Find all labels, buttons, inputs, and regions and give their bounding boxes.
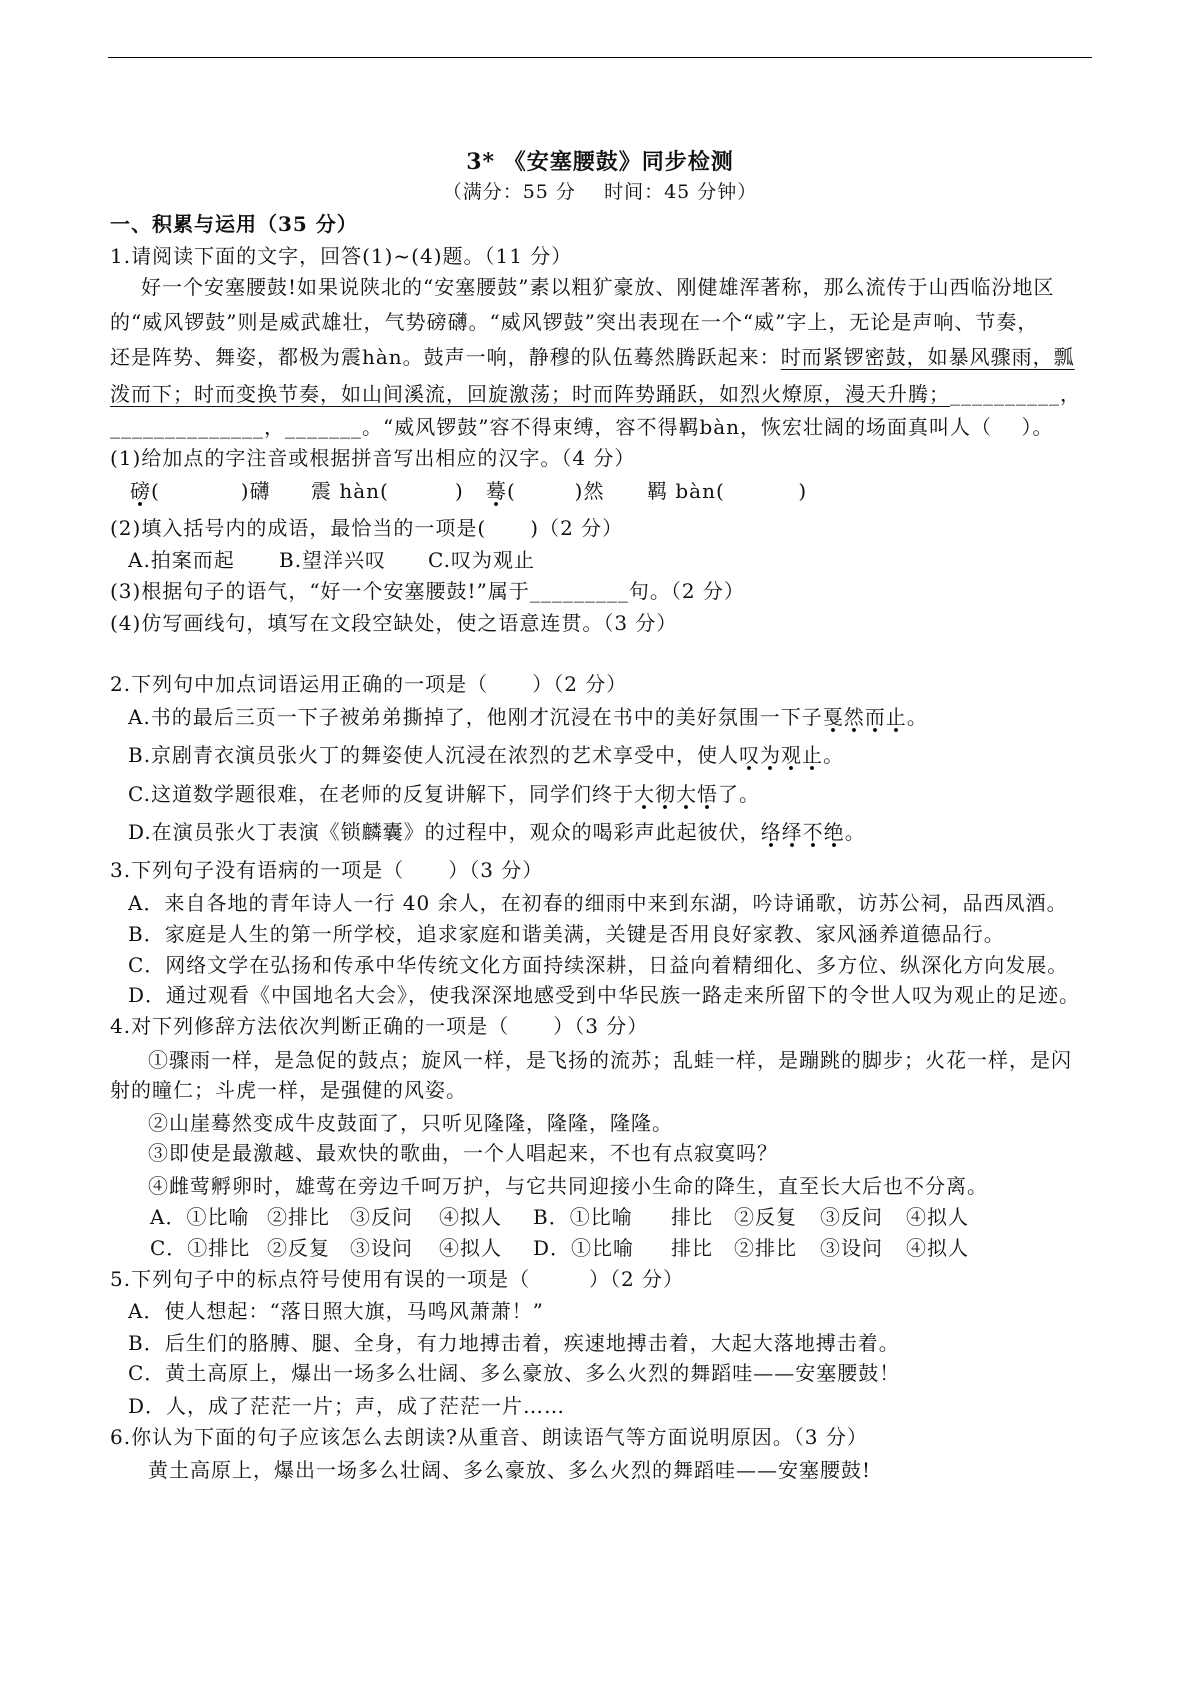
q1-passage-line: 好一个安塞腰鼓!如果说陕北的“安塞腰鼓”素以粗犷豪放、刚健雄浑著称，那么流传于山西临汾地区 <box>141 275 1055 299</box>
dotted-char: 磅 <box>130 479 151 508</box>
answer-blank: __________， <box>950 382 1081 406</box>
option-text: B.京剧青衣演员张火丁的舞姿使人沉浸在浓烈的艺术享受中，使人 <box>128 743 740 767</box>
q4-option-b-part: ②反复 <box>734 1205 797 1229</box>
q2-stem: 2.下列句中加点词语运用正确的一项是（ ）（2 分） <box>110 672 628 696</box>
q4-stem: 4.对下列修辞方法依次判断正确的一项是（ ）（3 分） <box>110 1014 649 1038</box>
passage-text: 还是阵势、舞姿，都极为震hàn。鼓声一响，静穆的队伍蓦然腾跃起来： <box>110 345 781 369</box>
q4-option-c-part: ②反复 <box>267 1236 330 1260</box>
q1-sub2-option: C.叹为观止 <box>428 548 535 572</box>
option-text: 。 <box>906 705 928 729</box>
q4-option-b-part: 排比 <box>671 1205 713 1229</box>
q4-sentence: ②山崖蓦然变成牛皮鼓面了，只听见隆隆，隆隆，隆隆。 <box>148 1111 673 1135</box>
underlined-sentence: 泼而下；时而变换节奏，如山间溪流，回旋激荡；时而阵势踊跃，如烈火燎原，漫天升腾； <box>110 382 950 406</box>
q4-option-b-part: ③反问 <box>820 1205 883 1229</box>
dotted-phrase: 戛然而止 <box>823 705 907 734</box>
q1-sub1-item: 震 hàn( ) <box>311 479 464 503</box>
q4-option-c-part: ③设问 <box>350 1236 413 1260</box>
score-time-info: （满分：55 分 时间：45 分钟） <box>442 181 758 203</box>
option-text: C.这道数学题很难，在老师的反复讲解下，同学们终于 <box>128 782 634 806</box>
q1-sub1-item <box>130 476 271 506</box>
q4-option-a: A．①比喻 <box>150 1205 250 1229</box>
option-text: D.在演员张火丁表演《锁麟囊》的过程中，观众的喝彩声此起彼伏， <box>128 820 761 844</box>
q4-option-b-part: ④拟人 <box>906 1205 969 1229</box>
q4-option-d-part: 排比 <box>671 1236 713 1260</box>
q1-passage-line: ______________，_______。“威风锣鼓”容不得束缚，容不得羁bàn，恢宏壮阔的场面真叫人（ ）。 <box>110 415 1054 439</box>
q6-sentence: 黄土高原上，爆出一场多么壮阔、多么豪放、多么火烈的舞蹈哇——安塞腰鼓! <box>148 1458 872 1482</box>
dotted-char: 蓦 <box>486 479 507 508</box>
q1-sub1-item <box>486 476 604 506</box>
q4-sentence: ①骤雨一样，是急促的鼓点；旋风一样，是飞扬的流苏；乱蛙一样，是蹦跳的脚步；火花一样，是闪 <box>148 1048 1072 1072</box>
q1-sub1-item: 羁 bàn( ) <box>647 479 808 503</box>
q5-option: B．后生们的胳膊、腿、全身，有力地搏击着，疾速地搏击着，大起大落地搏击着。 <box>128 1331 900 1355</box>
option-text: 。 <box>823 743 845 767</box>
dotted-phrase: 叹为观止 <box>739 743 823 772</box>
q4-option-a-part: ③反问 <box>350 1205 413 1229</box>
q3-option: B．家庭是人生的第一所学校，追求家庭和谐美满，关键是否用良好家教、家风涵养道德品行。 <box>128 922 1005 946</box>
item-rest: ( )然 <box>507 479 605 503</box>
header-rule <box>108 57 1092 58</box>
underlined-sentence: 时而紧锣密鼓，如暴风骤雨，瓢 <box>780 345 1075 369</box>
item-rest: ( )礴 <box>151 479 271 503</box>
option-text: A.书的最后三页一下子被弟弟撕掉了，他刚才沉浸在书中的美好氛围一下子 <box>128 705 823 729</box>
dotted-phrase: 大彻大悟 <box>634 782 718 811</box>
q4-sentence: ④雌莺孵卵时，雄莺在旁边千呵万护，与它共同迎接小生命的降生，直至长大后也不分离。 <box>148 1174 988 1198</box>
q5-option: A．使人想起：“落日照大旗，马鸣风萧萧！” <box>128 1299 544 1323</box>
option-text: 。 <box>844 820 866 844</box>
q4-option-d-part: ④拟人 <box>906 1236 969 1260</box>
q4-option-a-part: ④拟人 <box>439 1205 502 1229</box>
q1-stem: 1.请阅读下面的文字，回答(1)~(4)题。（11 分） <box>110 244 573 268</box>
q2-option <box>128 702 928 732</box>
q1-passage-line: 的“威风锣鼓”则是威武雄壮，气势磅礴。“威风锣鼓”突出表现在一个“威”字上，无论是声响、节奏， <box>110 310 1039 334</box>
q4-option-b: B．①比喻 <box>533 1205 633 1229</box>
q1-sub2-option: B.望洋兴叹 <box>279 548 387 572</box>
q4-option-c: C．①排比 <box>150 1236 251 1260</box>
q5-option: D．人，成了茫茫一片；声，成了茫茫一片…… <box>128 1394 566 1418</box>
q3-option: D．通过观看《中国地名大会》，使我深深地感受到中华民族一路走来所留下的令世人叹为观止的足迹。 <box>128 983 1081 1007</box>
page-title: 3* 《安塞腰鼓》同步检测 <box>466 149 734 175</box>
q4-sentence: ③即使是最激越、最欢快的歌曲，一个人唱起来，不也有点寂寞吗？ <box>148 1141 778 1165</box>
q5-stem: 5.下列句子中的标点符号使用有误的一项是（ ）（2 分） <box>110 1267 685 1291</box>
q2-option <box>128 779 760 809</box>
q2-option <box>128 740 844 770</box>
q1-passage-line <box>110 379 1081 409</box>
q6-stem: 6.你认为下面的句子应该怎么去朗读?从重音、朗读语气等方面说明原因。（3 分） <box>110 1425 868 1449</box>
q5-option: C．黄土高原上，爆出一场多么壮阔、多么豪放、多么火烈的舞蹈哇——安塞腰鼓！ <box>128 1361 901 1385</box>
q4-option-d: D．①比喻 <box>533 1236 635 1260</box>
q4-option-d-part: ③设问 <box>820 1236 883 1260</box>
q4-option-d-part: ②排比 <box>734 1236 797 1260</box>
q1-sub4-stem: (4)仿写画线句，填写在文段空缺处，使之语意连贯。（3 分） <box>110 611 678 635</box>
q1-sub2-option: A.拍案而起 <box>128 548 235 572</box>
q3-option: A．来自各地的青年诗人一行 40 余人，在初春的细雨中来到东湖，吟诗诵歌，访苏公祠，品西凤酒。 <box>128 891 1068 915</box>
dotted-phrase: 络绎不绝 <box>761 820 845 849</box>
q4-sentence: 射的瞳仁；斗虎一样，是强健的风姿。 <box>110 1078 467 1102</box>
q3-stem: 3.下列句子没有语病的一项是（ ）（3 分） <box>110 858 544 882</box>
option-text: 了。 <box>717 782 760 806</box>
q1-sub2-stem: (2)填入括号内的成语，最恰当的一项是( )（2 分） <box>110 516 624 540</box>
q4-option-c-part: ④拟人 <box>439 1236 502 1260</box>
q1-passage-line <box>110 342 1075 372</box>
q4-option-a-part: ②排比 <box>267 1205 330 1229</box>
section-heading: 一、积累与运用（35 分） <box>110 212 358 236</box>
q1-sub1-stem: (1)给加点的字注音或根据拼音写出相应的汉字。（4 分） <box>110 446 636 470</box>
q2-option <box>128 817 866 847</box>
q1-sub3-stem: (3)根据句子的语气，“好一个安塞腰鼓!”属于_________句。（2 分） <box>110 579 745 603</box>
q3-option: C．网络文学在弘扬和传承中华传统文化方面持续深耕，日益向着精细化、多方位、纵深化方向发展。 <box>128 953 1069 977</box>
